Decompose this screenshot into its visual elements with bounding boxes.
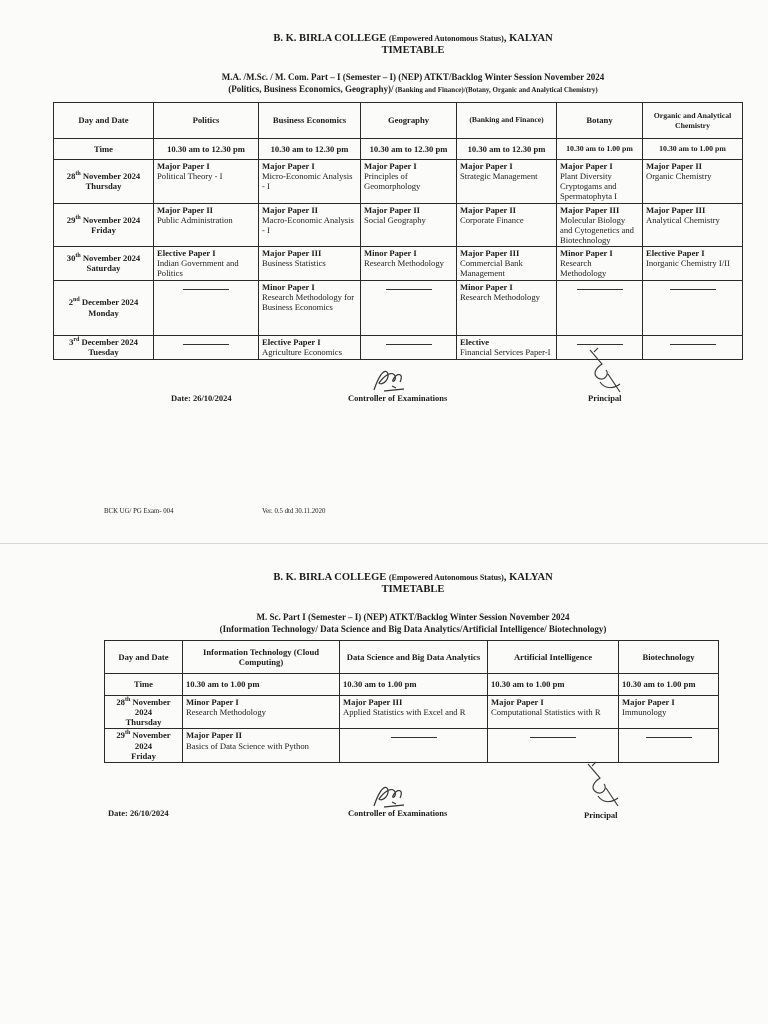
time-slot: 10.30 am to 1.00 pm (488, 674, 619, 696)
college-status: (Empowered Autonomous Status) (388, 573, 504, 582)
paper-subject: Analytical Chemistry (646, 214, 720, 225)
no-exam-dash (183, 344, 229, 345)
paper-type: Major Paper II (364, 204, 421, 215)
date-suffix: rd (73, 337, 80, 344)
paper-type: Major Paper I (157, 161, 210, 171)
time-slot: 10.30 am to 1.00 pm (619, 674, 719, 696)
college-heading (0, 572, 768, 583)
no-exam-dash (386, 344, 432, 345)
no-exam-dash (530, 737, 576, 738)
college-place: , KALYAN (503, 33, 553, 44)
paper-subject: Immunology (622, 707, 667, 718)
exam-cell (557, 280, 643, 335)
header-information-technology: Information Technology (Cloud Computing) (183, 641, 340, 674)
exam-cell (154, 203, 259, 247)
date-cell (54, 335, 154, 359)
exam-cell (361, 203, 457, 247)
doc-title: TIMETABLE (381, 45, 445, 56)
weekday: Saturday (86, 263, 121, 274)
header-politics: Politics (154, 103, 259, 139)
exam-cell (154, 335, 259, 359)
paper-subject: Basics of Data Science with Python (186, 740, 309, 751)
no-exam-dash (386, 289, 432, 290)
date-cell (54, 280, 154, 335)
principal-label: Principal (588, 393, 622, 403)
date-day: 29 (66, 214, 76, 225)
schedule-row (54, 335, 743, 359)
paper-subject: Inorganic Chemistry I/II (646, 258, 730, 269)
date-month-year: November 2024 (130, 697, 171, 718)
weekday: Thursday (85, 181, 122, 192)
header-artificial-intelligence: Artificial Intelligence (488, 641, 619, 674)
subtitle-main: (Politics, Business Economics, Geography)/ (228, 84, 394, 94)
schedule-row (54, 280, 743, 335)
paper-subject: Political Theory - I (157, 171, 223, 182)
time-row (105, 674, 719, 696)
paper-type: Major Paper I (491, 697, 544, 707)
paper-subject: Research Methodology (560, 258, 607, 279)
date-suffix: nd (73, 297, 80, 304)
exam-cell (259, 247, 361, 280)
header-data-science: Data Science and Big Data Analytics (340, 641, 488, 674)
paper-subject: Micro-Economic Analysis - I (262, 171, 353, 192)
paper-subject: Applied Statistics with Excel and R (343, 707, 466, 718)
exam-cell (259, 280, 361, 335)
no-exam-dash (646, 737, 692, 738)
date-cell (105, 696, 183, 729)
paper-subject: Public Administration (157, 214, 233, 225)
exam-cell (619, 696, 719, 729)
date-month-year: December 2024 (79, 336, 138, 347)
weekday: Tuesday (88, 347, 119, 358)
paper-type: Minor Paper I (186, 697, 239, 707)
header-row (105, 641, 719, 674)
weekday: Friday (131, 750, 156, 761)
paper-type: Elective Paper I (262, 336, 321, 347)
schedule-row (54, 203, 743, 247)
paper-subject: Research Methodology (186, 707, 266, 718)
controller-signature-icon (370, 364, 414, 394)
exam-cell (457, 335, 557, 359)
paper-subject: Computational Statistics with R (491, 707, 601, 718)
doc-title: TIMETABLE (381, 584, 445, 595)
paper-type: Major Paper III (262, 248, 322, 259)
exam-cell (154, 160, 259, 204)
header-banking-finance: (Banking and Finance) (457, 103, 557, 139)
weekday: Friday (91, 224, 116, 235)
schedule-row (105, 696, 719, 729)
time-row (54, 139, 743, 160)
exam-cell (557, 203, 643, 247)
time-slot: 10.30 am to 1.00 pm (183, 674, 340, 696)
date-cell (54, 160, 154, 204)
paper-subject: Principles of Geomorphology (364, 171, 421, 192)
paper-type: Major Paper II (186, 730, 243, 741)
paper-type: Minor Paper I (560, 248, 613, 259)
schedule-row (54, 247, 743, 280)
exam-cell (457, 203, 557, 247)
date-label: Date: 26/10/2024 (171, 393, 232, 403)
no-exam-dash (183, 289, 229, 290)
time-label: Time (54, 139, 154, 160)
subject-subtitle (0, 84, 768, 94)
date-day: 29 (116, 730, 125, 741)
date-day: 30 (66, 253, 76, 264)
date-month-year: November 2024 (80, 171, 141, 182)
header-day-date: Day and Date (105, 641, 183, 674)
exam-cell (259, 203, 361, 247)
paper-type: Elective Paper I (646, 248, 705, 259)
exam-cell (643, 203, 743, 247)
exam-cell (643, 247, 743, 280)
exam-cell (643, 335, 743, 359)
date-suffix: th (75, 253, 81, 260)
schedule-row (54, 160, 743, 204)
controller-label: Controller of Examinations (348, 393, 448, 403)
exam-cell (361, 335, 457, 359)
date-suffix: th (75, 171, 81, 178)
schedule-body (105, 696, 719, 763)
paper-type: Major Paper III (646, 204, 706, 215)
header-organic-analytical-chemistry: Organic and Analytical Chemistry (643, 103, 743, 139)
paper-subject: Research Methodology (460, 291, 540, 302)
college-name: B. K. BIRLA COLLEGE (273, 33, 387, 44)
version-label: Ver. 0.5 dtd 30.11.2020 (262, 508, 326, 515)
date-day: 28 (66, 171, 76, 182)
paper-subject: Business Statistics (262, 258, 326, 269)
date-day: 28 (116, 697, 125, 707)
weekday: Thursday (125, 717, 162, 728)
date-month-year: December 2024 (79, 297, 139, 308)
header-biotechnology: Biotechnology (619, 641, 719, 674)
controller-label: Controller of Examinations (348, 808, 448, 818)
time-slot: 10.30 am to 1.00 pm (557, 139, 643, 160)
date-day: 2 (68, 297, 74, 308)
time-slot: 10.30 am to 12.30 pm (457, 139, 557, 160)
date-month-year: November 2024 (80, 253, 141, 264)
paper-type: Major Paper II (646, 161, 703, 171)
paper-type: Minor Paper I (364, 248, 417, 259)
date-cell (54, 203, 154, 247)
paper-type: Elective Paper I (157, 248, 216, 259)
exam-cell (457, 247, 557, 280)
principal-label: Principal (584, 810, 618, 820)
college-place: , KALYAN (503, 572, 553, 583)
header-geography: Geography (361, 103, 457, 139)
time-label: Time (105, 674, 183, 696)
exam-cell (361, 280, 457, 335)
paper-subject: Corporate Finance (460, 214, 524, 225)
paper-type: Major Paper I (364, 161, 417, 171)
exam-cell (361, 247, 457, 280)
principal-signature-icon (580, 344, 628, 400)
paper-type: Minor Paper I (262, 281, 315, 292)
paper-subject: Plant Diversity Cryptogams and Spermatophyta I (560, 171, 618, 202)
exam-cell (457, 280, 557, 335)
date-suffix: th (124, 730, 131, 737)
time-slot: 10.30 am to 12.30 pm (361, 139, 457, 160)
exam-cell (361, 160, 457, 204)
principal-signature-icon (578, 758, 626, 814)
exam-cell (154, 247, 259, 280)
date-suffix: th (124, 697, 131, 704)
schedule-row (105, 729, 719, 762)
paper-type: Major Paper II (262, 204, 319, 215)
paper-type: Minor Paper I (460, 281, 513, 292)
paper-type: Major Paper III (560, 204, 620, 215)
paper-type: Major Paper III (460, 248, 520, 259)
no-exam-dash (670, 289, 716, 290)
paper-subject: Macro-Economic Analysis - I (262, 214, 354, 235)
paper-type: Major Paper III (343, 697, 403, 707)
paper-subject: Organic Chemistry (646, 171, 712, 182)
paper-subject: Social Geography (364, 214, 426, 225)
timetable-sheet-2 (0, 544, 768, 1024)
paper-type: Major Paper I (262, 161, 315, 171)
time-slot: 10.30 am to 12.30 pm (259, 139, 361, 160)
paper-subject: Research Methodology for Business Economics (262, 291, 355, 312)
date-suffix: th (75, 214, 81, 221)
paper-subject: Agriculture Economics (262, 346, 342, 357)
no-exam-dash (670, 344, 716, 345)
header-botany: Botany (557, 103, 643, 139)
date-label: Date: 26/10/2024 (108, 808, 169, 818)
header-business-economics: Business Economics (259, 103, 361, 139)
date-day: 3 (69, 336, 74, 347)
paper-type: Major Paper I (622, 697, 675, 707)
paper-subject: Financial Services Paper-I (460, 346, 551, 357)
paper-type: Elective (460, 336, 490, 347)
paper-type: Major Paper I (460, 161, 513, 171)
schedule-body (54, 160, 743, 360)
header-day-date: Day and Date (54, 103, 154, 139)
exam-cell (557, 247, 643, 280)
subject-subtitle: (Information Technology/ Data Science and Big Data Analytics/Artificial Intelligence/ Biotechnology) (219, 624, 607, 634)
time-slot: 10.30 am to 1.00 pm (340, 674, 488, 696)
time-slot: 10.30 am to 12.30 pm (154, 139, 259, 160)
exam-cell (259, 160, 361, 204)
exam-cell (340, 696, 488, 729)
exam-cell (619, 729, 719, 762)
subtitle-small: (Banking and Finance)/(Botany, Organic and Analytical Chemistry) (393, 86, 598, 94)
form-code: BCK UG/ PG Exam- 004 (104, 508, 174, 515)
weekday: Monday (88, 307, 119, 318)
controller-signature-icon (370, 780, 414, 810)
college-status: (Empowered Autonomous Status) (388, 34, 504, 43)
exam-cell (643, 160, 743, 204)
exam-cell (340, 729, 488, 762)
exam-subtitle: M. Sc. Part I (Semester – I) (NEP) ATKT/Backlog Winter Session November 2024 (256, 612, 570, 622)
no-exam-dash (391, 737, 437, 738)
exam-cell (457, 160, 557, 204)
paper-type: Major Paper I (560, 161, 613, 171)
time-slot: 10.30 am to 1.00 pm (643, 139, 743, 160)
date-month-year: November 2024 (80, 214, 141, 225)
paper-subject: Indian Government and Politics (157, 258, 239, 279)
exam-cell (183, 729, 340, 762)
exam-subtitle: M.A. /M.Sc. / M. Com. Part – I (Semester – I) (NEP) ATKT/Backlog Winter Session November 2024 (221, 72, 605, 82)
college-name: B. K. BIRLA COLLEGE (273, 572, 387, 583)
paper-subject: Strategic Management (460, 171, 538, 182)
exam-cell (154, 280, 259, 335)
timetable-table-2 (104, 640, 719, 763)
timetable-table-1 (53, 102, 743, 360)
paper-subject: Research Methodology (364, 258, 444, 269)
paper-type: Major Paper II (157, 204, 214, 215)
date-cell (105, 729, 183, 762)
paper-subject: Molecular Biology and Cytogenetics and Biotechnology (560, 214, 634, 245)
paper-subject: Commercial Bank Management (460, 258, 523, 279)
exam-cell (488, 696, 619, 729)
paper-type: Major Paper II (460, 204, 517, 215)
date-month-year: November 2024 (130, 730, 171, 751)
exam-cell (557, 160, 643, 204)
exam-cell (259, 335, 361, 359)
exam-cell (643, 280, 743, 335)
header-row (54, 103, 743, 139)
college-heading (0, 33, 768, 44)
exam-cell (183, 696, 340, 729)
no-exam-dash (577, 289, 623, 290)
date-cell (54, 247, 154, 280)
